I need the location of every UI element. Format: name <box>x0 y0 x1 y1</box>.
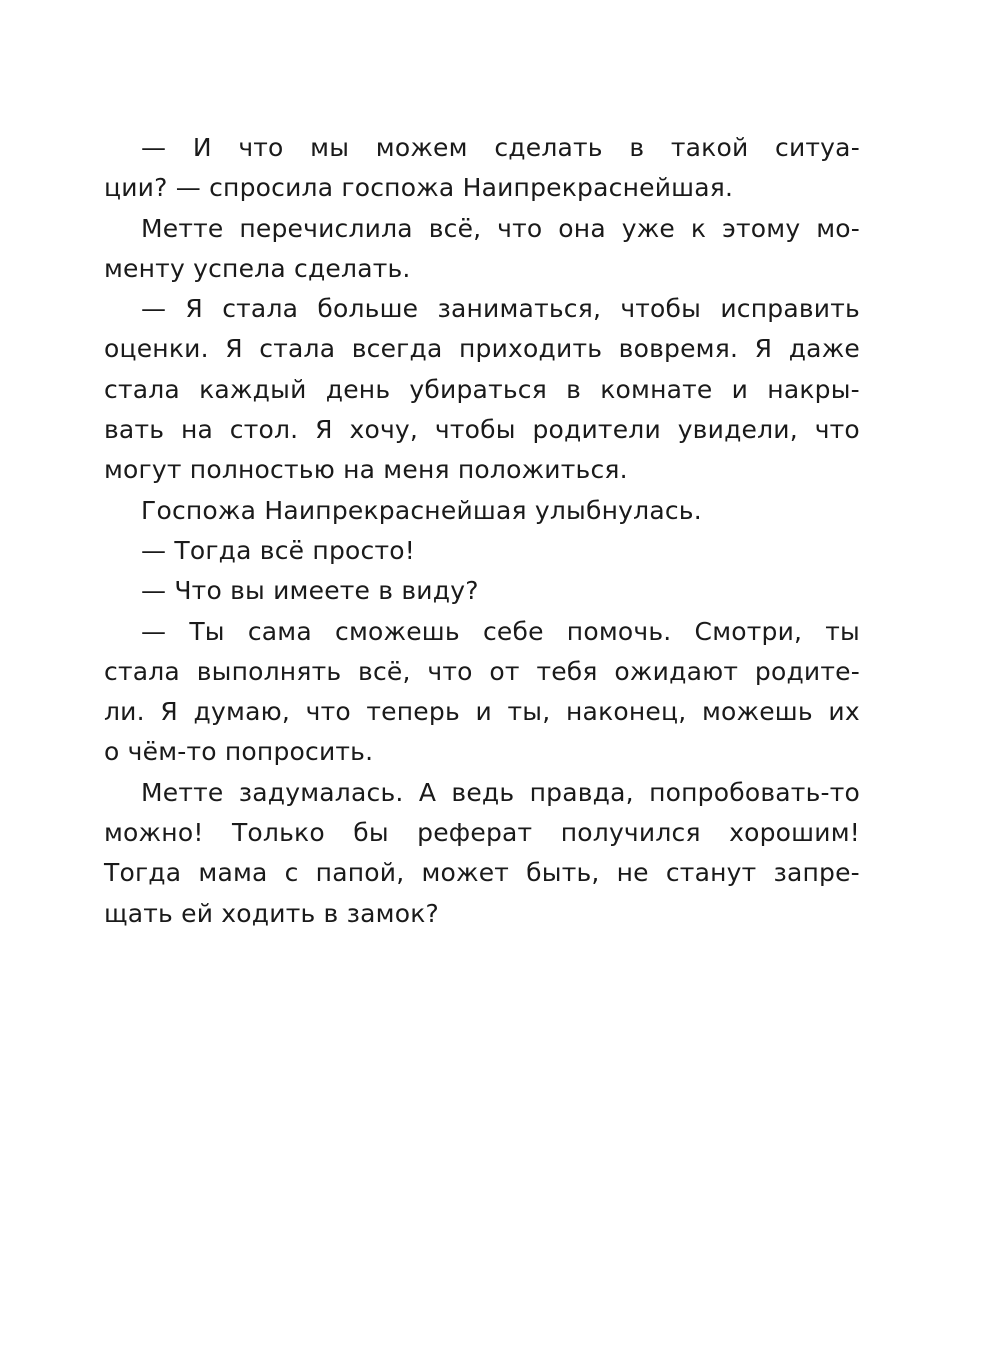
word: помочь. <box>566 616 672 646</box>
word: реферат <box>417 818 533 848</box>
text-line <box>104 450 860 490</box>
word: наконец, <box>566 697 687 727</box>
word: выполнять <box>196 656 342 686</box>
word: — Тогда всё просто! <box>141 535 415 565</box>
word: — <box>141 133 167 162</box>
word: исправить <box>720 294 860 324</box>
text-line <box>104 612 860 652</box>
word: бы <box>353 818 389 848</box>
word: щать ей ходить в замок? <box>104 898 439 928</box>
word: сделать <box>494 133 603 162</box>
word: всё, <box>428 213 482 243</box>
word: в <box>566 374 582 404</box>
word: тебя <box>536 656 598 686</box>
word: может <box>421 858 510 888</box>
word: менту успела сделать. <box>104 253 411 283</box>
text-line <box>104 249 860 289</box>
word: себе <box>482 616 544 646</box>
word: ты <box>825 616 860 646</box>
word: А <box>418 777 437 807</box>
word: день <box>325 374 391 404</box>
word: запре- <box>773 858 860 888</box>
word: уже <box>621 213 676 243</box>
text-line <box>104 571 860 611</box>
word: и <box>475 697 492 727</box>
word: вовремя. <box>618 334 739 364</box>
word: в <box>629 133 645 162</box>
word: папой, <box>315 858 405 888</box>
word: перечислила <box>239 213 413 243</box>
word: ведь <box>451 777 515 807</box>
word: стала <box>259 334 336 364</box>
word: Я <box>185 294 203 324</box>
text-line <box>104 410 860 450</box>
word: на <box>180 415 214 445</box>
word: задумалась. <box>238 777 404 807</box>
text-line <box>104 168 860 208</box>
word: чтобы <box>434 415 516 445</box>
word: что <box>238 133 284 162</box>
text-line <box>104 692 860 732</box>
word: о чём-то попросить. <box>104 737 374 767</box>
word: попробовать-то <box>649 777 860 807</box>
word: быть, <box>526 858 600 888</box>
body-text <box>104 128 860 934</box>
word: родители <box>532 415 661 445</box>
word: ситуа- <box>775 133 860 162</box>
text-line <box>104 773 860 813</box>
text-line <box>104 128 860 168</box>
word: можно! <box>104 818 204 848</box>
word: Тогда <box>104 858 182 888</box>
word: стала <box>104 374 180 404</box>
word: их <box>828 697 860 727</box>
text-line <box>104 209 860 249</box>
word: к <box>690 213 707 243</box>
word: чтобы <box>620 294 702 324</box>
word: теперь <box>366 697 460 727</box>
word: увидели, <box>677 415 798 445</box>
word: заниматься, <box>437 294 602 324</box>
word: мо- <box>816 213 860 243</box>
word: убираться <box>409 374 547 404</box>
word: думаю, <box>193 697 290 727</box>
word: ожидают <box>614 656 739 686</box>
word: получился <box>560 818 701 848</box>
text-line <box>104 531 860 571</box>
word: И <box>192 133 212 162</box>
word: мы <box>310 133 350 162</box>
word: правда, <box>529 777 634 807</box>
word: что <box>305 697 351 727</box>
word: даже <box>788 334 860 364</box>
word: стол. <box>229 415 299 445</box>
word: что <box>427 656 473 686</box>
word: стала <box>104 656 180 686</box>
word: приходить <box>459 334 603 364</box>
word: Я <box>315 415 333 445</box>
word: накры- <box>767 374 860 404</box>
word: сможешь <box>335 616 460 646</box>
text-line <box>104 813 860 853</box>
word: родите- <box>754 656 860 686</box>
word: Госпожа Наипрекраснейшая улыбнулась. <box>141 495 702 525</box>
word: — <box>141 294 167 324</box>
word: вать <box>104 415 165 445</box>
word: Я <box>754 334 773 364</box>
word: Я <box>225 334 243 364</box>
word: Смотри, <box>694 616 803 646</box>
word: Ты <box>189 616 225 646</box>
word: не <box>616 858 649 888</box>
word: больше <box>317 294 419 324</box>
word: что <box>497 213 543 243</box>
text-line <box>104 732 860 772</box>
word: мама <box>198 858 268 888</box>
word: и <box>731 374 749 404</box>
word: могут полностью на меня положиться. <box>104 455 628 485</box>
word: этому <box>722 213 801 243</box>
word: Метте <box>141 213 224 243</box>
word: станут <box>665 858 757 888</box>
word: Я <box>160 697 178 727</box>
word: Метте <box>141 777 224 807</box>
word: сама <box>247 616 312 646</box>
word: комнате <box>600 374 713 404</box>
text-line <box>104 652 860 692</box>
text-line <box>104 853 860 893</box>
word: ты, <box>507 697 551 727</box>
word: такой <box>670 133 749 162</box>
word: ли. <box>104 697 145 727</box>
word: что <box>814 415 860 445</box>
text-line <box>104 329 860 369</box>
word: от <box>489 656 520 686</box>
word: всегда <box>351 334 443 364</box>
word: — Что вы имеете в виду? <box>141 576 479 606</box>
word: каждый <box>199 374 307 404</box>
word: стала <box>222 294 299 324</box>
text-line <box>104 491 860 531</box>
text-line <box>104 370 860 410</box>
word: можешь <box>701 697 813 727</box>
word: оценки. <box>104 334 209 364</box>
word: с <box>284 858 299 888</box>
word: всё, <box>358 656 411 686</box>
word: ции? — спросила госпожа Наипрекраснейшая. <box>104 173 734 203</box>
word: хорошим! <box>729 818 860 848</box>
word: Только <box>231 818 325 848</box>
text-line <box>104 289 860 329</box>
word: можем <box>375 133 468 162</box>
word: хочу, <box>349 415 419 445</box>
word: она <box>558 213 606 243</box>
text-line <box>104 894 860 934</box>
word: — <box>141 616 167 646</box>
